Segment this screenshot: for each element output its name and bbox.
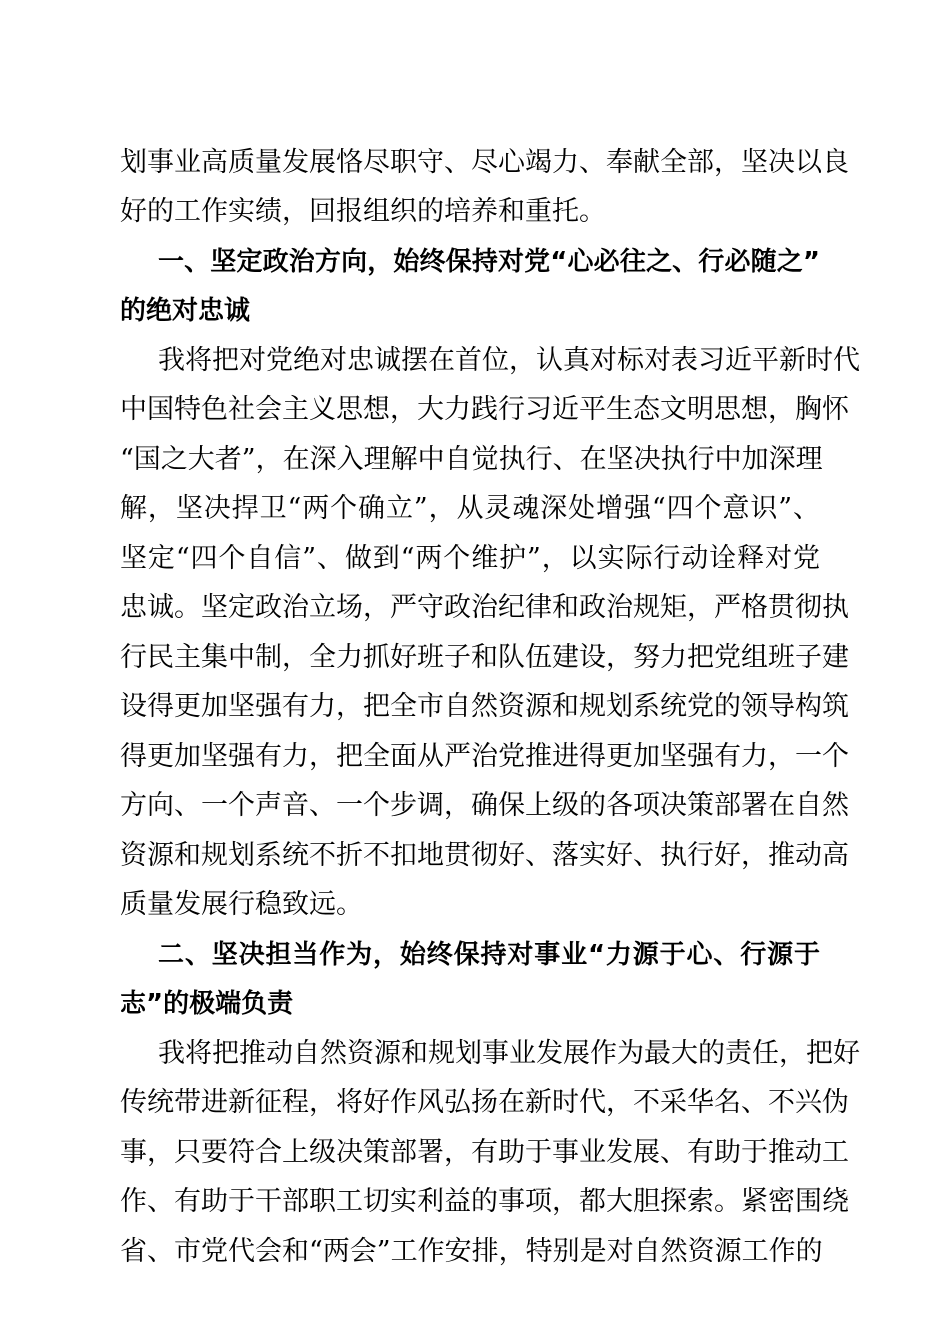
body-text-line: 质量发展行稳致远。 xyxy=(120,889,363,920)
body-text-line: 我将把推动自然资源和规划事业发展作为最大的责任，把好 xyxy=(158,1038,860,1069)
body-text-line: 传统带进新征程，将好作风弘扬在新时代，不采华名、不兴伪 xyxy=(120,1087,849,1118)
body-text-line: 解，坚决捍卫“两个确立”，从灵魂深处增强“四个意识”、 xyxy=(120,493,820,524)
body-text-line: 中国特色社会主义思想，大力践行习近平生态文明思想，胸怀 xyxy=(120,394,849,425)
body-text-line: 设得更加坚强有力，把全市自然资源和规划系统党的领导构筑 xyxy=(120,691,849,722)
body-text-line: 坚定“四个自信”、做到“两个维护”，以实际行动诠释对党 xyxy=(120,543,820,574)
section-heading-2-continued: 志”的极端负责 xyxy=(120,989,294,1019)
body-text-line: 省、市党代会和“两会”工作安排，特别是对自然资源工作的 xyxy=(120,1236,823,1267)
body-text-line: 事，只要符合上级决策部署，有助于事业发展、有助于推动工 xyxy=(120,1137,849,1168)
body-text-line: “国之大者”，在深入理解中自觉执行、在坚决执行中加深理 xyxy=(120,444,823,475)
body-text-line: 我将把对党绝对忠诚摆在首位，认真对标对表习近平新时代 xyxy=(158,345,860,376)
body-text-line: 方向、一个声音、一个步调，确保上级的各项决策部署在自然 xyxy=(120,790,849,821)
body-text-line: 划事业高质量发展恪尽职守、尽心竭力、奉献全部，坚决以良 xyxy=(120,147,849,178)
body-text-line: 得更加坚强有力，把全面从严治党推进得更加坚强有力，一个 xyxy=(120,741,849,772)
section-heading-1-continued: 的绝对忠诚 xyxy=(120,296,251,326)
body-text-line: 作、有助于干部职工切实利益的事项，都大胆探索。紧密围绕 xyxy=(120,1186,849,1217)
body-text-line: 资源和规划系统不折不扣地贯彻好、落实好、执行好，推动高 xyxy=(120,840,849,871)
body-text-line: 忠诚。坚定政治立场，严守政治纪律和政治规矩，严格贯彻执 xyxy=(120,592,849,623)
section-heading-2: 二、坚决担当作为，始终保持对事业“力源于心、行源于 xyxy=(158,940,820,970)
body-text-line: 好的工作实绩，回报组织的培养和重托。 xyxy=(120,196,606,227)
section-heading-1: 一、坚定政治方向，始终保持对党“心必往之、行必随之” xyxy=(158,247,820,277)
body-text-line: 行民主集中制，全力抓好班子和队伍建设，努力把党组班子建 xyxy=(120,642,849,673)
